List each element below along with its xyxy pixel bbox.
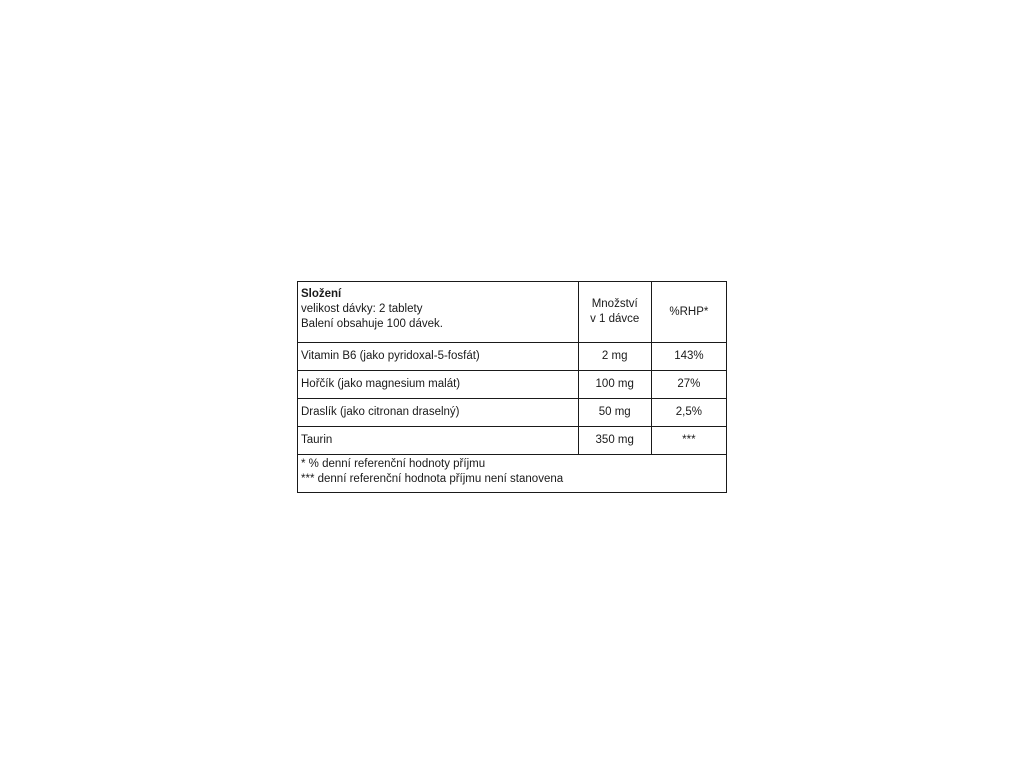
ingredient-rhp: 27% bbox=[651, 371, 726, 399]
ingredient-rhp: 2,5% bbox=[651, 399, 726, 427]
footnote-not-set: *** denní referenční hodnota příjmu není stanovena bbox=[301, 473, 564, 485]
ingredient-amount: 100 mg bbox=[578, 371, 651, 399]
table-row bbox=[298, 371, 727, 399]
ingredient-amount: 350 mg bbox=[578, 427, 651, 455]
ingredient-name: Vitamin B6 (jako pyridoxal-5-fosfát) bbox=[298, 343, 579, 371]
header-rhp-cell: %RHP* bbox=[651, 282, 726, 343]
ingredient-rhp: *** bbox=[651, 427, 726, 455]
table-row bbox=[298, 399, 727, 427]
footnote-cell bbox=[298, 455, 727, 493]
table-row bbox=[298, 343, 727, 371]
table-row bbox=[298, 427, 727, 455]
ingredient-amount: 50 mg bbox=[578, 399, 651, 427]
amount-header-line1: Množství bbox=[591, 298, 638, 310]
package-text: Balení obsahuje 100 dávek. bbox=[301, 318, 443, 330]
header-amount-cell bbox=[578, 282, 651, 343]
ingredient-amount: 2 mg bbox=[578, 343, 651, 371]
table-header-row bbox=[298, 282, 727, 343]
ingredient-name: Taurin bbox=[298, 427, 579, 455]
serving-size-text: velikost dávky: 2 tablety bbox=[301, 303, 423, 315]
amount-header-line2: v 1 dávce bbox=[590, 313, 640, 325]
header-name-cell bbox=[298, 282, 579, 343]
ingredient-name: Draslík (jako citronan draselný) bbox=[298, 399, 579, 427]
composition-table bbox=[297, 281, 727, 493]
ingredient-name: Hořčík (jako magnesium malát) bbox=[298, 371, 579, 399]
footnote-row bbox=[298, 455, 727, 493]
footnote-rhp: * % denní referenční hodnoty příjmu bbox=[301, 458, 486, 470]
ingredient-rhp: 143% bbox=[651, 343, 726, 371]
table-title: Složení bbox=[301, 288, 342, 300]
